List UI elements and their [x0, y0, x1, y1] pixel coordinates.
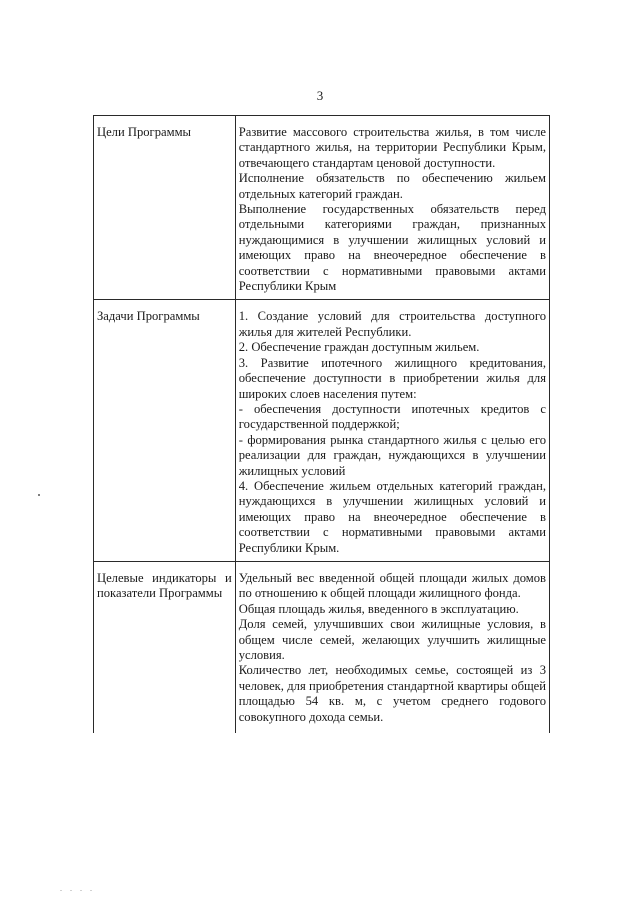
paragraph: Общая площадь жилья, введенного в эксплуатацию.: [238, 601, 519, 616]
paragraph: 2. Обеспечение граждан доступным жильем.: [238, 340, 480, 355]
paragraph: 1. Создание условий для строительства доступного жилья для жителей Республики.: [238, 309, 546, 339]
paragraph: - формирования рынка стандартного жилья с целью его реализации для граждан, нуждающихся в улучшении жилищных условий: [238, 432, 546, 478]
row-label: Цели Программы: [97, 125, 191, 139]
scan-speck: [38, 494, 40, 496]
paragraph: - обеспечения доступности ипотечных кредитов с государственной поддержкой;: [238, 401, 546, 432]
row-label-cell: [94, 561, 236, 733]
page-number: 3: [316, 88, 324, 103]
paragraph: Выполнение государственных обязательств перед отдельными категориями граждан, признанных нуждающимися в улучшении жилищных условий и имеющих право на внеочередное обеспечение в соответствии с нормативными правовыми актами Республики Крым: [238, 202, 546, 294]
row-label: Задачи Программы: [97, 309, 200, 324]
table-row-goals: [94, 116, 550, 300]
table-row-indicators: [94, 561, 550, 733]
scan-noise-dots: . . . .: [60, 884, 95, 893]
row-content-cell: [235, 116, 549, 300]
paragraph: Исполнение обязательств по обеспечению жильем отдельных категорий граждан.: [238, 171, 546, 201]
row-label-cell: [94, 116, 236, 300]
paragraph: Развитие массового строительства жилья, в том числе стандартного жилья, на территории Республики Крым, отвечающего стандартам ценовой доступности.: [238, 125, 546, 170]
program-passport-table: [93, 115, 550, 733]
row-content-cell: [235, 300, 549, 562]
row-content-cell: [235, 561, 549, 733]
row-label-cell: [94, 300, 236, 562]
paragraph: 4. Обеспечение жильем отдельных категорий граждан, нуждающихся в улучшении жилищных условий и имеющих право на внеочередное обеспечение в соответствии с нормативными правовыми актами Республики Крым.: [238, 478, 546, 555]
paragraph: Удельный вес введенной общей площади жилых домов по отношению к общей площади жилищного фонда.: [238, 570, 546, 601]
paragraph: Количество лет, необходимых семье, состоящей из 3 человек, для приобретения стандартной квартиры общей площадью 54 кв. м, с учетом среднего годового совокупного дохода семьи.: [238, 663, 546, 724]
paragraph: Доля семей, улучшивших свои жилищные условия, в общем числе семей, желающих улучшить жилищные условия.: [238, 617, 546, 662]
paragraph: 3. Развитие ипотечного жилищного кредитования, обеспечение доступности в приобретении жилья для широких слоев населения путем:: [238, 355, 546, 401]
row-label: Целевые индикаторы и показатели Программы: [97, 570, 232, 601]
table-row-tasks: [94, 300, 550, 562]
